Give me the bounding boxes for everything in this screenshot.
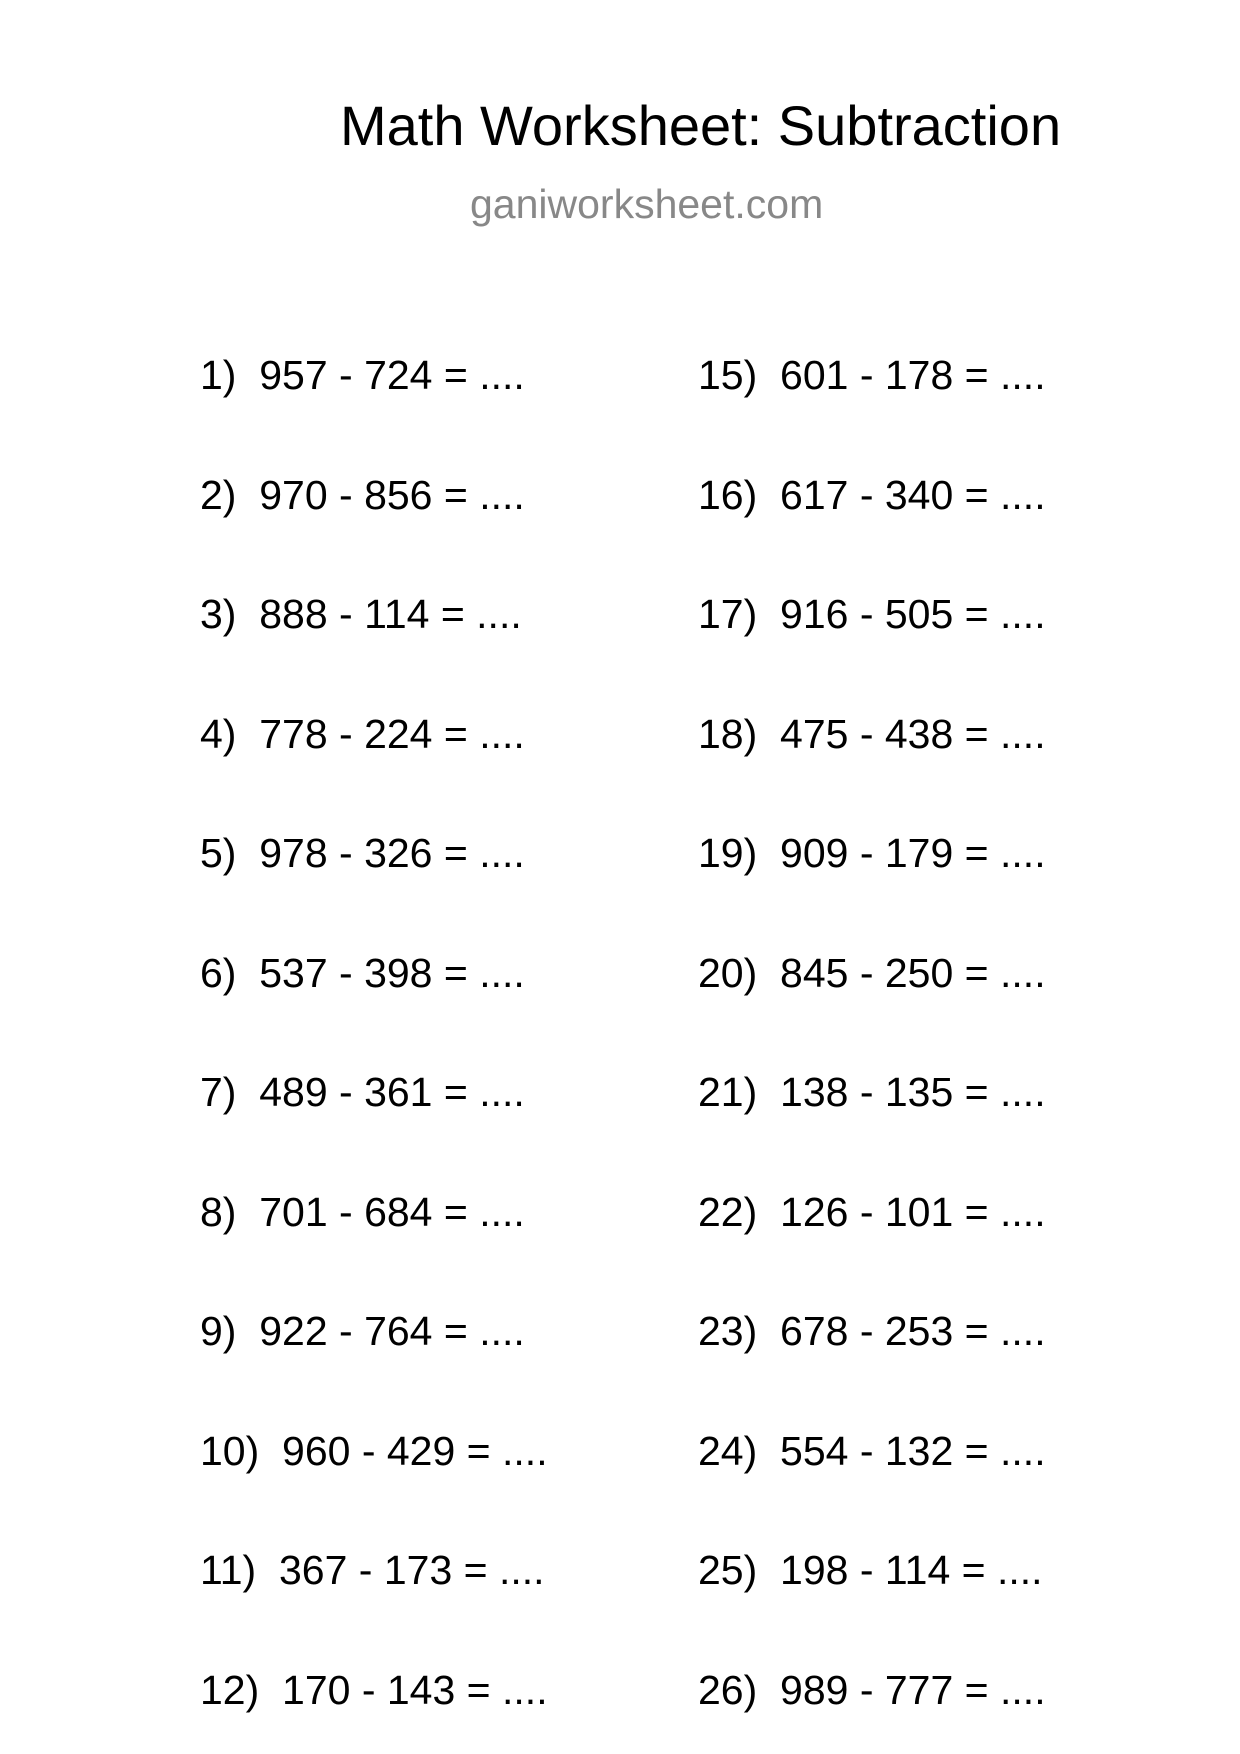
problem-item: 8) 701 - 684 = ....: [200, 1189, 525, 1235]
problem-item: 2) 970 - 856 = ....: [200, 472, 525, 518]
problem-item: 16) 617 - 340 = ....: [698, 472, 1046, 518]
problem-item: 22) 126 - 101 = ....: [698, 1189, 1046, 1235]
problem-item: 9) 922 - 764 = ....: [200, 1308, 525, 1354]
problem-item: 3) 888 - 114 = ....: [200, 591, 522, 637]
problem-item: 6) 537 - 398 = ....: [200, 950, 525, 996]
problem-item: 23) 678 - 253 = ....: [698, 1308, 1046, 1354]
problem-item: 17) 916 - 505 = ....: [698, 591, 1046, 637]
problem-item: 26) 989 - 777 = ....: [698, 1667, 1046, 1713]
problem-item: 11) 367 - 173 = ....: [200, 1547, 545, 1593]
problem-item: 12) 170 - 143 = ....: [200, 1667, 548, 1713]
problem-item: 21) 138 - 135 = ....: [698, 1069, 1046, 1115]
page-title: Math Worksheet: Subtraction: [340, 94, 1062, 157]
problem-item: 4) 778 - 224 = ....: [200, 711, 525, 757]
problem-item: 24) 554 - 132 = ....: [698, 1428, 1046, 1474]
problem-item: 1) 957 - 724 = ....: [200, 352, 525, 398]
problem-item: 19) 909 - 179 = ....: [698, 830, 1046, 876]
problem-item: 10) 960 - 429 = ....: [200, 1428, 548, 1474]
problem-item: 25) 198 - 114 = ....: [698, 1547, 1043, 1593]
source-url: ganiworksheet.com: [470, 181, 824, 227]
problem-item: 20) 845 - 250 = ....: [698, 950, 1046, 996]
problem-item: 15) 601 - 178 = ....: [698, 352, 1046, 398]
problem-item: 5) 978 - 326 = ....: [200, 830, 525, 876]
problem-item: 18) 475 - 438 = ....: [698, 711, 1046, 757]
problem-item: 7) 489 - 361 = ....: [200, 1069, 525, 1115]
